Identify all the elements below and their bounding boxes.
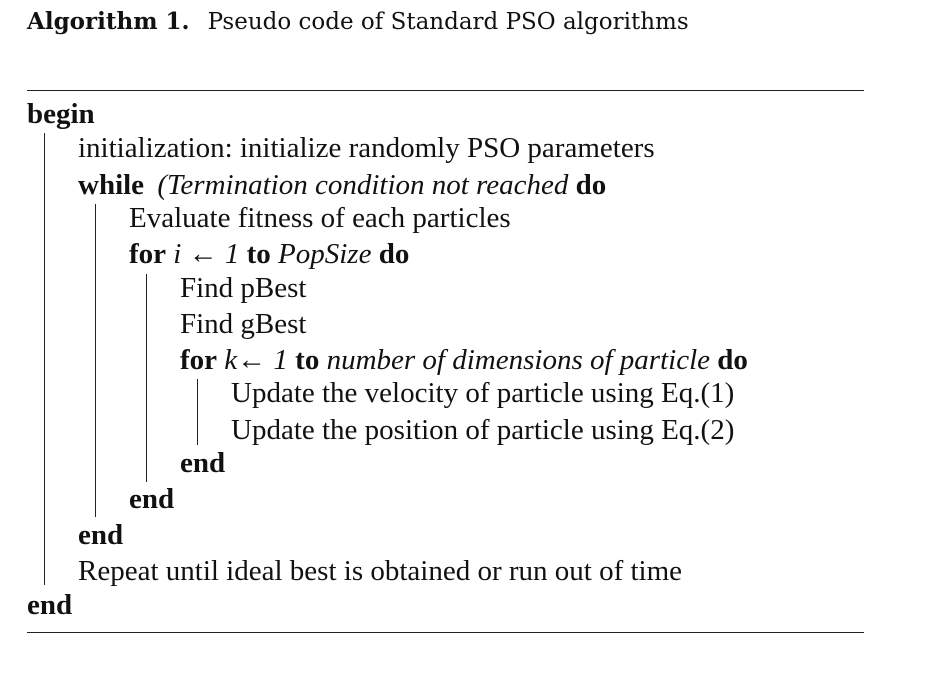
loop-start-value: 1 bbox=[273, 344, 288, 376]
algorithm-caption bbox=[27, 8, 689, 35]
line-update-position bbox=[231, 416, 734, 445]
line-update-velocity bbox=[231, 379, 734, 408]
arrow-symbol: ← bbox=[237, 344, 267, 376]
line-end-inner-for bbox=[180, 449, 225, 478]
while-condition: (Termination condition not reached bbox=[157, 169, 569, 201]
line-find-pbest bbox=[180, 274, 307, 303]
loop-variable-i: i bbox=[173, 238, 182, 270]
update-position-text: Update the position of particle using Eq.(2) bbox=[231, 414, 735, 446]
keyword-do: do bbox=[378, 238, 410, 270]
line-for-popsize bbox=[129, 240, 409, 269]
line-end-while bbox=[78, 521, 123, 550]
keyword-do: do bbox=[575, 169, 607, 201]
keyword-end: end bbox=[129, 483, 175, 515]
line-repeat bbox=[78, 557, 682, 586]
indent-bar-level-1 bbox=[44, 133, 45, 585]
line-find-gbest bbox=[180, 310, 307, 339]
top-rule bbox=[27, 90, 864, 91]
keyword-while: while bbox=[78, 169, 145, 201]
keyword-for: for bbox=[180, 344, 218, 376]
keyword-end: end bbox=[27, 589, 73, 621]
keyword-to: to bbox=[246, 238, 271, 270]
keyword-for: for bbox=[129, 238, 167, 270]
line-evaluate bbox=[129, 204, 511, 233]
initialization-text: initialization: initialize randomly PSO parameters bbox=[78, 132, 655, 164]
bottom-rule bbox=[27, 632, 864, 633]
keyword-begin: begin bbox=[27, 98, 95, 130]
loop-end-dimensions: number of dimensions of particle bbox=[326, 344, 710, 376]
evaluate-text: Evaluate fitness of each particles bbox=[129, 202, 511, 234]
keyword-end: end bbox=[78, 519, 124, 551]
loop-variable-k: k bbox=[224, 344, 238, 376]
caption-label: Algorithm 1. bbox=[27, 8, 190, 35]
loop-end-popsize: PopSize bbox=[278, 238, 372, 270]
indent-bar-level-4 bbox=[197, 379, 198, 445]
line-end-algorithm bbox=[27, 591, 72, 620]
line-initialization bbox=[78, 134, 655, 163]
loop-start-value: 1 bbox=[224, 238, 240, 270]
indent-bar-level-2 bbox=[95, 204, 96, 517]
keyword-end: end bbox=[180, 447, 226, 479]
repeat-text: Repeat until ideal best is obtained or run out of time bbox=[78, 555, 683, 587]
update-velocity-text: Update the velocity of particle using Eq.(1) bbox=[231, 377, 735, 409]
find-gbest-text: Find gBest bbox=[180, 308, 307, 340]
caption-text: Pseudo code of Standard PSO algorithms bbox=[207, 9, 689, 35]
line-begin bbox=[27, 100, 95, 129]
find-pbest-text: Find pBest bbox=[180, 272, 307, 304]
line-for-dimensions bbox=[180, 346, 748, 375]
line-end-outer-for bbox=[129, 485, 174, 514]
arrow-symbol: ← bbox=[188, 238, 218, 270]
line-while bbox=[78, 171, 606, 200]
keyword-to: to bbox=[295, 344, 320, 376]
keyword-do: do bbox=[717, 344, 748, 376]
indent-bar-level-3 bbox=[146, 274, 147, 482]
